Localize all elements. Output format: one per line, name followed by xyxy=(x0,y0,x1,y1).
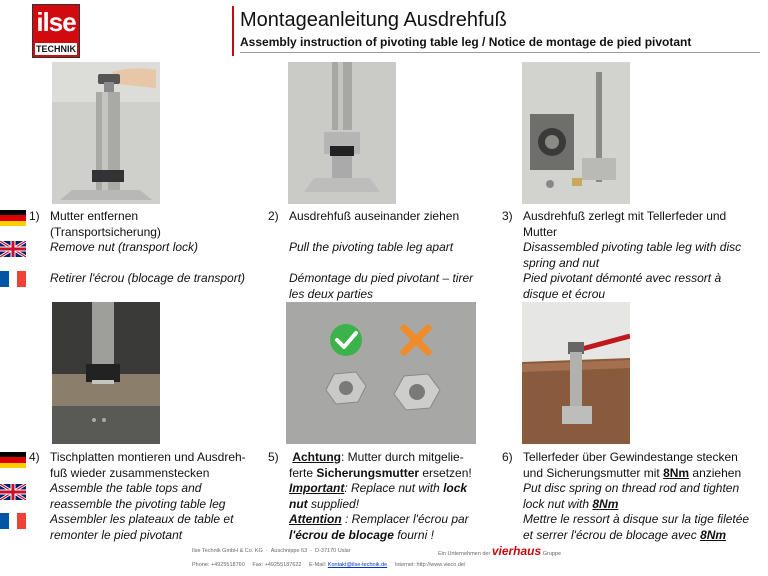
step-3 xyxy=(502,209,768,299)
check-icon xyxy=(330,324,362,356)
step-text-de: Mutter entfernen xyxy=(50,209,139,223)
flag-fr-icon xyxy=(0,271,26,287)
header-accent-bar xyxy=(232,6,234,56)
footer-address: Ilse Technik GmbH & Co. KG · Auschnippe 63 · D-37170 Uslar xyxy=(192,548,351,554)
ilse-technik-logo xyxy=(32,4,80,58)
step-text-fr: Assembler les plateaux de table et xyxy=(50,512,234,526)
step-6: 6) Tellerfeder über Gewindestange stecken und Sicherungsmutter mit 8Nm anziehen Put disc spring on thread rod and tighten lock nut with 8Nm Mettre le ressort à disque sur la tige filetée et serrer l'écrou de blocage avec 8Nm xyxy=(502,450,768,542)
photo-remove-nut xyxy=(52,62,160,204)
step-text-de: Mutter xyxy=(523,224,558,239)
step-number: 3) xyxy=(502,209,513,223)
warning-label-fr: Attention xyxy=(289,512,342,526)
step-number: 1) xyxy=(29,209,40,223)
page-title: Montageanleitung Ausdrehfuß xyxy=(240,9,507,31)
photo-disassembled xyxy=(522,62,630,204)
logo-subtext: TECHNIK xyxy=(36,44,76,54)
step-text-fr: remonter le pied pivotant xyxy=(50,527,183,542)
step-number: 6) xyxy=(502,450,513,464)
website-text: Internet: http://www.vieco.de/ xyxy=(394,562,466,568)
photo-pull-apart xyxy=(288,62,396,204)
photo-nut-comparison xyxy=(286,302,476,444)
step-2 xyxy=(268,209,500,299)
photo-tighten-nut xyxy=(522,302,630,444)
photo-assemble-table xyxy=(52,302,160,444)
step-5: 5) Achtung: Mutter durch mitgelie- ferte Sicherungsmutter ersetzen! Important: Replace nut with lock nut supplied! Attention : Remplacer l'écrou par l'écrou de blocage fourni ! xyxy=(268,450,472,542)
step-number: 5) xyxy=(268,450,279,464)
torque-value: 8Nm xyxy=(700,527,727,542)
step-text-fr: Pied pivotant démonté avec ressort à xyxy=(523,271,722,285)
step-text-de: Tellerfeder über Gewindestange stecken xyxy=(523,450,738,464)
flag-uk-icon xyxy=(0,484,26,500)
vierhaus-logo: vierhaus xyxy=(491,544,542,558)
step-text-de: Ausdrehfuß auseinander ziehen xyxy=(289,209,460,223)
lock-nut-term-fr: l'écrou de blocage xyxy=(289,527,394,542)
flag-fr-icon xyxy=(0,513,26,529)
flag-de-icon xyxy=(0,210,26,226)
step-text-fr: Mettre le ressort à disque sur la tige filetée xyxy=(523,512,750,526)
step-text-en: Disassembled pivoting table leg with disc xyxy=(523,240,742,254)
lock-nut-term-de: Sicherungsmutter xyxy=(316,465,420,480)
step-text-de: Tischplatten montieren und Ausdreh- xyxy=(50,450,246,464)
step-4 xyxy=(29,450,265,542)
footer-group: Ein Unternehmen der vierhaus Gruppe xyxy=(438,544,562,558)
warning-label-de: Achtung xyxy=(292,450,341,464)
step-text-fr: les deux parties xyxy=(289,286,374,301)
header-rule xyxy=(240,52,760,53)
footer-contact: Phone: +4925518760 Fax: +49255187622 E-Mail: Kontakt@ilse-technik.de Internet: http://www.vieco.de/ xyxy=(192,562,466,568)
lock-nut-term-en: nut xyxy=(289,496,308,511)
step-text-en: Pull the pivoting table leg apart xyxy=(289,240,454,254)
step-text-en: Put disc spring on thread rod and tighten xyxy=(523,481,740,495)
step-text-en: spring and nut xyxy=(523,255,600,270)
step-number: 2) xyxy=(268,209,279,223)
step-text-en: reassemble the pivoting table leg xyxy=(50,496,226,511)
page-subtitle: Assembly instruction of pivoting table leg / Notice de montage de pied pivotant xyxy=(240,35,692,49)
torque-value: 8Nm xyxy=(663,465,690,480)
step-text-fr: Retirer l'écrou (blocage de transport) xyxy=(50,271,246,285)
step-text-de: fuß wieder zusammenstecken xyxy=(50,465,210,480)
step-text-de: (Transportsicherung) xyxy=(50,224,161,239)
step-text-fr: Démontage du pied pivotant – tirer xyxy=(289,271,474,285)
flag-de-icon xyxy=(0,452,26,468)
logo-wordmark: ilse xyxy=(36,7,76,37)
warning-label-en: Important xyxy=(289,481,345,495)
step-number: 4) xyxy=(29,450,40,464)
flag-uk-icon xyxy=(0,241,26,257)
step-text-de: Ausdrehfuß zerlegt mit Tellerfeder und xyxy=(523,209,727,223)
step-text-en: Assemble the table tops and xyxy=(50,481,202,495)
step-1 xyxy=(29,209,265,299)
torque-value: 8Nm xyxy=(592,496,619,511)
step-text-fr: disque et écrou xyxy=(523,286,606,301)
step-text-en: Remove nut (transport lock) xyxy=(50,240,199,254)
email-link[interactable]: Kontakt@ilse-technik.de xyxy=(327,562,388,568)
